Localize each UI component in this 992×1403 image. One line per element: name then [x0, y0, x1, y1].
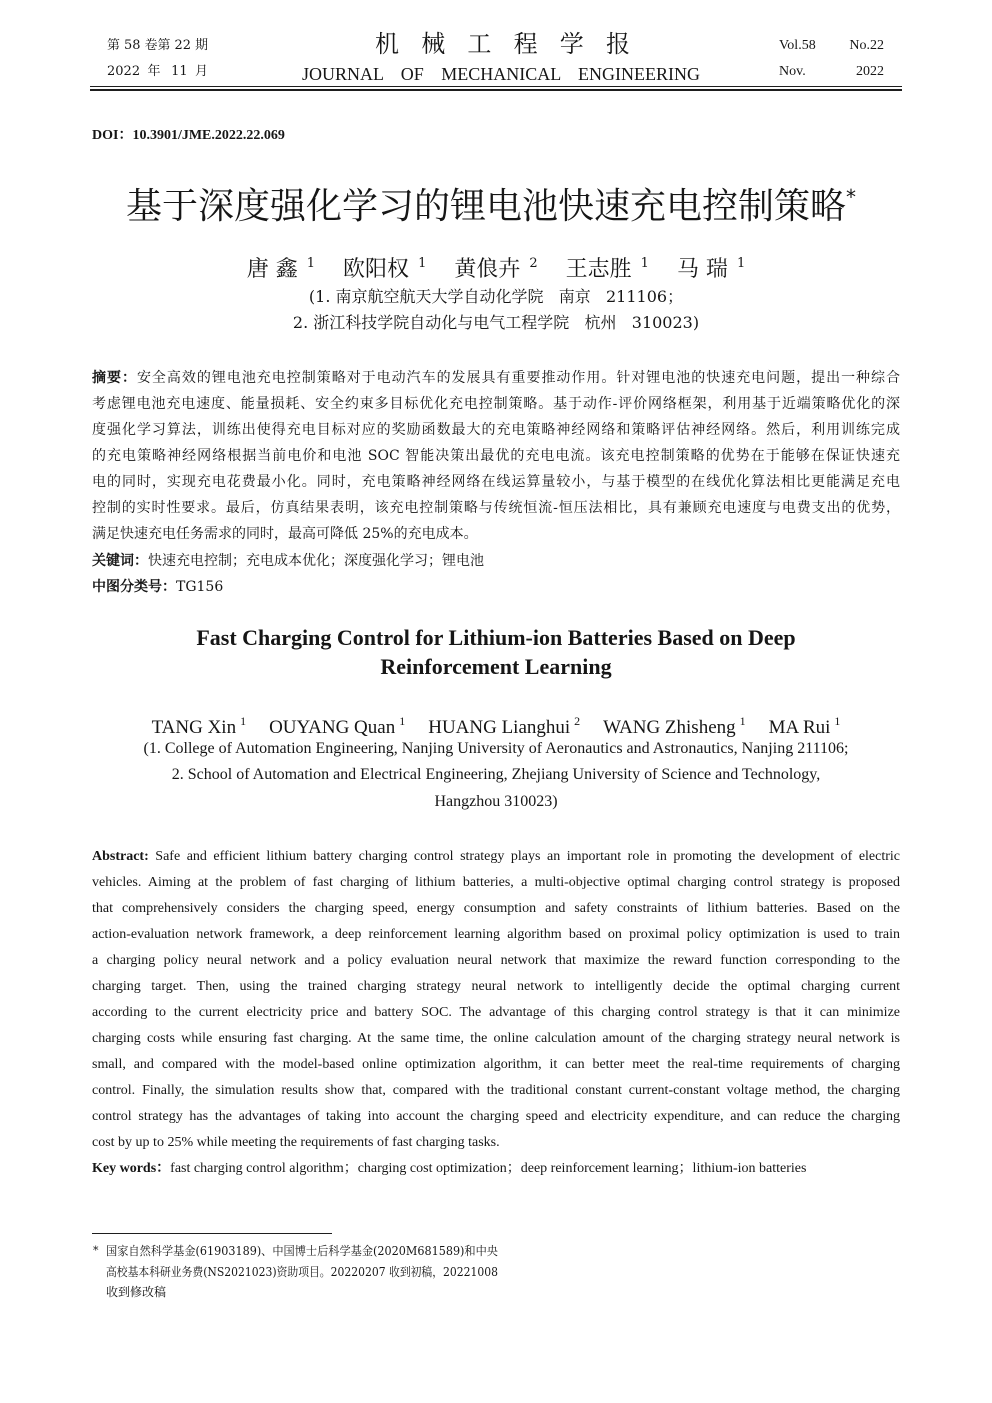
abstract-en-line: action-evaluation network framework, a deep reinforcement learning algorithm based on proximal policy optimization is used to train	[92, 927, 900, 942]
header-rule-thin	[90, 86, 902, 87]
abstract-en-line: control strategy has the advantages of taking into account the charging speed and electricity expenditure, and can reduce the charging	[92, 1109, 900, 1124]
author-cn	[247, 250, 315, 284]
author-en	[603, 709, 745, 740]
abstract-en-label: Abstract:	[92, 849, 149, 864]
issue-en: No.22	[849, 38, 884, 53]
year-en: 2022	[856, 64, 884, 79]
paper-title-cn-text: 基于深度强化学习的锂电池快速充电控制策略	[125, 186, 846, 227]
doi-value: 10.3901/JME.2022.22.069	[132, 128, 285, 143]
abstract-en-line	[92, 847, 900, 867]
classification-number	[92, 577, 900, 597]
author-en-name: WANG Zhisheng	[603, 717, 736, 738]
author-cn	[566, 250, 649, 284]
authors-cn	[0, 250, 992, 282]
author-en-affiliation: 1	[399, 714, 406, 728]
abstract-cn-line: 控制的实时性要求。最后，仿真结果表明，该充电控制策略与传统恒流-恒压法相比，具有兼顾充电速度与电费支出的优势，	[92, 500, 900, 516]
footnote-line: 高校基本科研业务费(NS2021023)资助项目。20220207 收到初稿，20221008	[106, 1265, 498, 1279]
issue-number-cn: 第 58 卷第 22 期	[107, 38, 208, 53]
affiliation-cn-2: 2. 浙江科技学院自动化与电气工程学院 杭州 310023)	[292, 313, 700, 332]
abstract-en-line: control. Finally, the simulation results show that, compared with the traditional constant current-constant voltage method, the charging	[92, 1083, 900, 1098]
footnote-line: 国家自然科学基金(61903189)、中国博士后科学基金(2020M681589)和中央	[106, 1244, 498, 1258]
abstract-en-line: cost by up to 25% while meeting the requirements of fast charging tasks.	[92, 1135, 500, 1150]
issue-date-cn: 2022 年 11 月	[107, 64, 208, 79]
author-en-name: TANG Xin	[151, 717, 237, 738]
author-cn-affiliation: 1	[418, 256, 427, 271]
classification-value: TG156	[176, 579, 224, 595]
abstract-cn-label: 摘要：	[92, 370, 137, 386]
month-en: Nov.	[779, 64, 806, 79]
doi-label: DOI：	[92, 128, 133, 143]
abstract-cn-line	[92, 368, 900, 388]
journal-name-en: JOURNAL OF MECHANICAL ENGINEERING	[302, 64, 700, 84]
author-cn-affiliation: 2	[529, 256, 538, 271]
author-cn-affiliation: 1	[736, 256, 746, 271]
author-en-name: HUANG Lianghui	[428, 717, 571, 738]
author-en-affiliation: 1	[834, 714, 841, 728]
abstract-en-line: charging costs while ensuring fast charging. At the same time, the online calculation amount of the charging strategy neural network is	[92, 1031, 900, 1046]
abstract-cn-line: 满足快速充电任务需求的同时，最高可降低 25%的充电成本。	[92, 526, 478, 542]
doi	[92, 127, 285, 145]
affiliation-cn-1: (1. 南京航空航天大学自动化学院 南京 211106；	[308, 287, 684, 306]
affiliation-en-3: Hangzhou 310023)	[434, 793, 558, 810]
abstract-en-line: according to the current electricity price and battery SOC. The advantage of this charging control strategy is that it can minimize	[92, 1005, 900, 1020]
abstract-cn-line: 考虑锂电池充电速度、能量损耗、安全约束多目标优化充电控制策略。基于动作-评价网络框架，利用基于近端策略优化的深	[92, 396, 900, 412]
author-cn-name: 唐 鑫	[246, 257, 298, 282]
paper-title-en-line-2: Reinforcement Learning	[380, 654, 612, 679]
abstract-en-line: vehicles. Aiming at the problem of fast charging of lithium batteries, a multi-objective optimal charging control strategy is proposed	[92, 875, 900, 890]
header-rule-thick	[90, 89, 902, 91]
paper-title-en-line-1: Fast Charging Control for Lithium-ion Batteries Based on Deep	[196, 625, 796, 650]
keywords-cn-label: 关键词：	[92, 553, 148, 569]
keywords-en	[92, 1159, 900, 1179]
footnote-rule	[92, 1233, 332, 1234]
abstract-cn-line: 电的同时，实现充电花费最小化。同时，充电策略神经网络在线运算量较小，与基于模型的在线优化算法相比更能满足充电	[92, 474, 900, 490]
journal-name-cn: 机 械 工 程 学 报	[375, 30, 630, 58]
abstract-cn-text: 安全高效的锂电池充电控制策略对于电动汽车的发展具有重要推动作用。针对锂电池的快速充电问题，提出一种综合	[136, 370, 901, 386]
author-en	[269, 709, 405, 740]
abstract-en-line: charging target. Then, using the trained charging strategy neural network to intelligently decide the optimal charging current	[92, 979, 900, 994]
author-en-affiliation: 2	[574, 714, 581, 728]
keywords-cn	[92, 551, 900, 571]
author-en-name: MA Rui	[768, 717, 831, 738]
author-cn-name: 欧阳权	[343, 257, 410, 282]
keywords-cn-text: 快速充电控制；充电成本优化；深度强化学习；锂电池	[148, 553, 484, 569]
author-cn-name: 黄俍卉	[454, 257, 521, 282]
author-en-affiliation: 1	[240, 714, 247, 728]
author-en-affiliation: 1	[739, 714, 746, 728]
footnote-line: 收到修改稿	[106, 1285, 167, 1299]
keywords-en-text: fast charging control algorithm；charging cost optimization；deep reinforcement learning；lithium-ion batteries	[170, 1161, 807, 1176]
volume-issue-en	[779, 37, 884, 55]
author-en	[769, 709, 841, 740]
affiliation-en-1: (1. College of Automation Engineering, Nanjing University of Aeronautics and Astronautics, Nanjing 211106;	[143, 740, 849, 757]
issue-date-en	[779, 63, 884, 81]
classification-label: 中图分类号：	[92, 579, 176, 595]
volume-en: Vol.58	[779, 38, 816, 53]
author-cn-name: 马 瑞	[676, 257, 728, 282]
author-cn-name: 王志胜	[565, 257, 632, 282]
paper-title-cn	[0, 175, 982, 227]
abstract-en-line: small, and compared with the model-based online optimization algorithm, it can better meet the real-time requirements of charging	[92, 1057, 900, 1072]
abstract-en-line: that comprehensively considers the charging speed, energy consumption and safety constraints of lithium batteries. Based on the	[92, 901, 900, 916]
authors-en	[0, 709, 992, 738]
author-cn	[454, 250, 537, 284]
author-cn	[343, 250, 426, 284]
affiliation-en-2: 2. School of Automation and Electrical Engineering, Zhejiang University of Science and Technology,	[171, 766, 821, 783]
abstract-en-text: Safe and efficient lithium battery charging control strategy plays an important role in promoting the development of electric	[155, 849, 901, 864]
funding-footnote-marker: *	[846, 185, 856, 209]
author-en	[152, 709, 247, 740]
keywords-en-label: Key words：	[92, 1161, 171, 1176]
author-en	[428, 709, 580, 740]
author-cn-affiliation: 1	[640, 256, 649, 271]
author-en-name: OUYANG Quan	[269, 717, 396, 738]
abstract-cn-line: 的充电策略神经网络根据当前电价和电池 SOC 智能决策出最优的充电电流。该充电控制策略的优势在于能够在保证快速充	[92, 448, 900, 464]
abstract-en-line: a charging policy neural network and a policy evaluation neural network that maximize the reward function corresponding to the	[92, 953, 900, 968]
footnote-marker: *	[93, 1244, 99, 1257]
author-cn	[677, 250, 745, 284]
author-cn-affiliation: 1	[306, 256, 316, 271]
abstract-cn-line: 度强化学习算法，训练出使得充电目标对应的奖励函数最大的充电策略神经网络和策略评估神经网络。然后，利用训练完成	[92, 422, 900, 438]
